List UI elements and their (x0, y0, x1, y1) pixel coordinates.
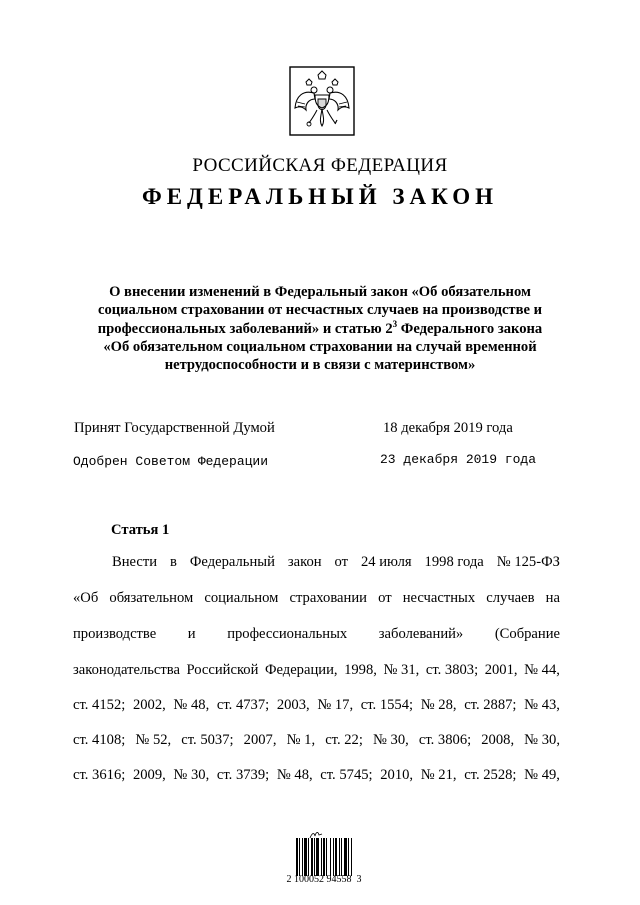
barcode-bar (321, 838, 322, 876)
barcode-bar (335, 838, 337, 876)
article-word: № 30, (524, 732, 560, 748)
article-word: № 28, (420, 697, 457, 713)
article-text-line (112, 554, 560, 574)
barcode-bar (299, 838, 300, 876)
law-title-text: Федерального закона (397, 320, 543, 337)
article-word: № 44, (524, 662, 560, 678)
barcode-number: 2 100052 94558 3 (286, 874, 362, 885)
article-word: 24 июля (360, 554, 412, 570)
article-word: обязательном (109, 590, 194, 606)
law-title-line: нетрудоспособности и в связи с материнством» (164, 357, 476, 374)
article-word: № 17, (317, 697, 354, 713)
document-type-heading: ФЕДЕРАЛЬНЫЙ ЗАКОН (141, 184, 499, 209)
coat-of-arms-emblem (289, 66, 355, 136)
article-word: № 49, (524, 767, 560, 783)
article-word: ст. 4108; (73, 732, 126, 748)
article-word: № 125-ФЗ (496, 554, 560, 570)
barcode-bar (302, 838, 303, 876)
article-word: ст. 3803; (425, 662, 479, 678)
article-word: закон (287, 554, 322, 570)
article-word: законодательства (73, 662, 180, 678)
barcode-icon (296, 838, 374, 876)
article-word: № 43, (524, 697, 560, 713)
article-text-line (73, 626, 560, 646)
article-word: «Об (73, 590, 99, 606)
article-word: (Собрание (494, 626, 560, 642)
article-word: № 52, (135, 732, 172, 748)
approved-by-federation-council-label: Одобрен Советом Федерации (73, 454, 269, 469)
barcode-bar (296, 838, 298, 876)
article-word: Федерации, (264, 662, 338, 678)
article-word: № 21, (420, 767, 457, 783)
barcode-bar (348, 838, 349, 876)
barcode-bar (311, 838, 313, 876)
barcode-bar (323, 838, 325, 876)
article-heading: Статья 1 (111, 522, 170, 538)
barcode-bar (330, 838, 331, 876)
article-text-line (73, 662, 560, 682)
article-word: ст. 4152; (73, 697, 126, 713)
article-word: № 30, (372, 732, 409, 748)
article-text-line (73, 732, 560, 752)
barcode-bar (333, 838, 334, 876)
law-title-line: О внесении изменений в Федеральный закон «Об обязательном (109, 284, 531, 300)
country-name: РОССИЙСКАЯ ФЕДЕРАЦИЯ (192, 155, 448, 176)
article-word: № 1, (286, 732, 316, 748)
article-word: № 31, (383, 662, 420, 678)
article-word: в (170, 554, 177, 570)
article-word: ст. 2887; (464, 697, 517, 713)
article-word: заболеваний» (378, 626, 464, 642)
barcode-bar (339, 838, 340, 876)
article-word: от (378, 590, 392, 606)
article-word: 2009, (132, 767, 166, 783)
adopted-by-duma-label: Принят Государственной Думой (74, 420, 275, 436)
article-word: 2010, (380, 767, 414, 783)
superscript-number: 3 (392, 318, 398, 329)
article-text-line (73, 767, 560, 787)
article-word: 2002, (132, 697, 166, 713)
approved-date: 23 декабря 2019 года (380, 452, 537, 467)
law-title-line: «Об обязательном социальном страховании на случай временной (103, 338, 537, 355)
article-word: и (187, 626, 196, 642)
article-word: Внести (112, 554, 158, 570)
barcode-area (274, 830, 374, 890)
article-word: 2003, (276, 697, 310, 713)
article-word: ст. 4737; (216, 697, 270, 713)
article-text-line (73, 697, 560, 717)
article-word: ст. 3806; (418, 732, 472, 748)
article-word: ст. 1554; (360, 697, 414, 713)
barcode-bar (308, 838, 309, 876)
article-text-line (73, 590, 560, 610)
russian-coat-of-arms-icon (289, 66, 355, 136)
article-word: профессиональных (227, 626, 348, 642)
article-word: Российской (186, 662, 259, 678)
barcode-bar (341, 838, 342, 876)
article-word: № 30, (173, 767, 210, 783)
article-word: № 48, (173, 697, 210, 713)
barcode-bar (351, 838, 352, 876)
article-word: 2007, (243, 732, 277, 748)
article-word: 1998 года (424, 554, 484, 570)
law-title-line: социальном страховании от несчастных случаев на производстве и (97, 302, 543, 319)
article-word: несчастных (402, 590, 476, 606)
article-word: ст. 3739; (216, 767, 270, 783)
article-word: ст. 5745; (320, 767, 373, 783)
article-word: ст. 2528; (464, 767, 517, 783)
article-word: № 48, (276, 767, 313, 783)
article-word: 1998, (344, 662, 377, 678)
article-word: ст. 3616; (73, 767, 126, 783)
barcode-bar (316, 838, 319, 876)
barcode-bar (326, 838, 327, 876)
article-word: 2001, (484, 662, 518, 678)
adopted-date: 18 декабря 2019 года (383, 420, 513, 436)
law-title-text: профессиональных заболеваний» и статью 2 (97, 320, 393, 337)
article-word: Федеральный (189, 554, 275, 570)
barcode-bar (304, 838, 307, 876)
barcode-bar (344, 838, 347, 876)
article-word: случаев (486, 590, 535, 606)
article-word: 2008, (481, 732, 515, 748)
article-word: социальном (204, 590, 279, 606)
article-word: от (334, 554, 349, 570)
law-title (60, 283, 580, 374)
article-word: ст. 22; (325, 732, 363, 748)
law-title-line (60, 320, 580, 338)
article-word: ст. 5037; (181, 732, 234, 748)
article-word: на (545, 590, 560, 606)
article-word: производстве (73, 626, 157, 642)
barcode-bar (314, 838, 315, 876)
article-word: страховании (289, 590, 367, 606)
